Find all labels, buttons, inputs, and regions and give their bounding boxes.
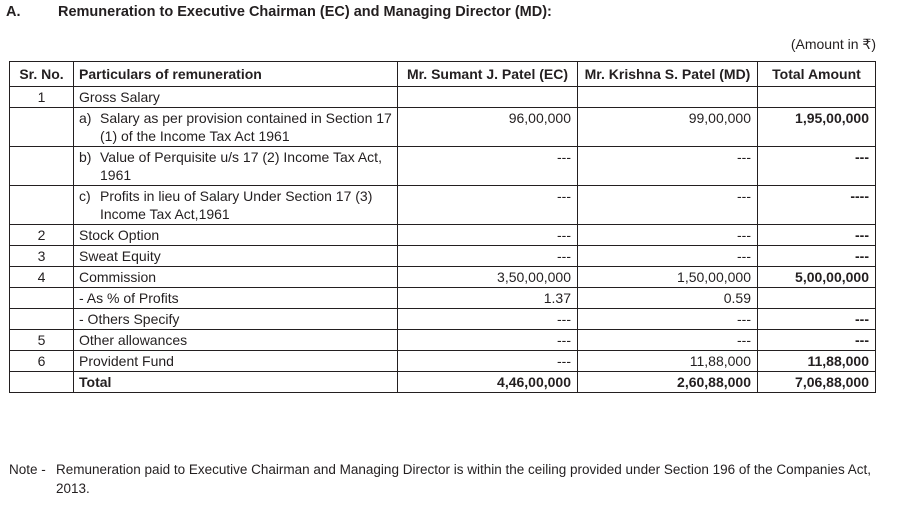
table-row <box>10 147 876 186</box>
item-text: Salary as per provision contained in Section 17 (1) of the Income Tax Act 1961 <box>100 110 392 144</box>
total-value-cell: 11,88,000 <box>758 351 876 372</box>
md-value-cell: 0.59 <box>578 288 758 309</box>
total-value-cell: --- <box>758 225 876 246</box>
particulars-cell <box>74 147 398 186</box>
total-label: Total <box>74 372 398 393</box>
total-value-cell: --- <box>758 309 876 330</box>
md-value-cell: --- <box>578 147 758 186</box>
particulars-cell: Stock Option <box>74 225 398 246</box>
total-value-cell: ---- <box>758 186 876 225</box>
sr-no-cell: 1 <box>10 87 74 108</box>
total-value-cell: --- <box>758 246 876 267</box>
table-row <box>10 246 876 267</box>
particulars-cell <box>74 186 398 225</box>
sr-no-cell <box>10 309 74 330</box>
ec-value-cell: --- <box>398 186 578 225</box>
sr-no-cell <box>10 147 74 186</box>
table-row <box>10 267 876 288</box>
ec-value-cell: --- <box>398 225 578 246</box>
ec-value-cell: 1.37 <box>398 288 578 309</box>
table-row <box>10 186 876 225</box>
md-value-cell <box>578 87 758 108</box>
md-value-cell: 99,00,000 <box>578 108 758 147</box>
table-row <box>10 351 876 372</box>
table-row <box>10 108 876 147</box>
header-ec: Mr. Sumant J. Patel (EC) <box>398 62 578 87</box>
sr-no-cell: 3 <box>10 246 74 267</box>
particulars-cell: Sweat Equity <box>74 246 398 267</box>
item-label: b) <box>79 149 92 165</box>
sr-no-cell <box>10 186 74 225</box>
ec-value-cell <box>398 87 578 108</box>
ec-value-cell: --- <box>398 246 578 267</box>
total-sr-cell <box>10 372 74 393</box>
particulars-cell: - Others Specify <box>74 309 398 330</box>
sr-no-cell <box>10 288 74 309</box>
ec-value-cell: --- <box>398 330 578 351</box>
md-value-cell: --- <box>578 186 758 225</box>
section-title: Remuneration to Executive Chairman (EC) and Managing Director (MD): <box>58 4 552 20</box>
total-md: 2,60,88,000 <box>578 372 758 393</box>
ec-value-cell: 96,00,000 <box>398 108 578 147</box>
particulars-cell: Commission <box>74 267 398 288</box>
header-sr-no: Sr. No. <box>10 62 74 87</box>
note-text: Remuneration paid to Executive Chairman and Managing Director is within the ceiling provided under Section 196 of the Companies Act, 2013. <box>56 462 871 496</box>
table-row <box>10 288 876 309</box>
sr-no-cell: 6 <box>10 351 74 372</box>
sr-no-cell: 4 <box>10 267 74 288</box>
header-particulars: Particulars of remuneration <box>74 62 398 87</box>
item-label: a) <box>79 110 92 126</box>
note-label: Note - <box>9 462 46 477</box>
ec-value-cell: --- <box>398 147 578 186</box>
md-value-cell: 1,50,00,000 <box>578 267 758 288</box>
md-value-cell: --- <box>578 246 758 267</box>
total-ec: 4,46,00,000 <box>398 372 578 393</box>
sr-no-cell <box>10 108 74 147</box>
total-value-cell <box>758 87 876 108</box>
particulars-cell: Provident Fund <box>74 351 398 372</box>
item-text: Value of Perquisite u/s 17 (2) Income Tax Act, 1961 <box>100 149 382 183</box>
footnote <box>9 460 889 498</box>
table-row <box>10 87 876 108</box>
ec-value-cell: --- <box>398 351 578 372</box>
particulars-cell: Gross Salary <box>74 87 398 108</box>
total-value-cell <box>758 288 876 309</box>
item-label: c) <box>79 188 91 204</box>
particulars-cell <box>74 108 398 147</box>
md-value-cell: --- <box>578 309 758 330</box>
total-row <box>10 372 876 393</box>
sr-no-cell: 2 <box>10 225 74 246</box>
remuneration-table <box>9 61 876 393</box>
md-value-cell: --- <box>578 225 758 246</box>
ec-value-cell: --- <box>398 309 578 330</box>
md-value-cell: --- <box>578 330 758 351</box>
table-row <box>10 309 876 330</box>
table-row <box>10 225 876 246</box>
amount-unit-note: (Amount in ₹) <box>790 36 876 52</box>
total-amount: 7,06,88,000 <box>758 372 876 393</box>
particulars-cell: - As % of Profits <box>74 288 398 309</box>
table-header-row <box>10 62 876 87</box>
total-value-cell: 1,95,00,000 <box>758 108 876 147</box>
total-value-cell: --- <box>758 147 876 186</box>
header-md: Mr. Krishna S. Patel (MD) <box>578 62 758 87</box>
md-value-cell: 11,88,000 <box>578 351 758 372</box>
total-value-cell: 5,00,00,000 <box>758 267 876 288</box>
header-total: Total Amount <box>758 62 876 87</box>
table-row <box>10 330 876 351</box>
section-heading <box>6 4 552 20</box>
sr-no-cell: 5 <box>10 330 74 351</box>
total-value-cell: --- <box>758 330 876 351</box>
item-text: Profits in lieu of Salary Under Section 17 (3) Income Tax Act,1961 <box>100 188 373 222</box>
section-letter: A. <box>6 4 21 20</box>
particulars-cell: Other allowances <box>74 330 398 351</box>
ec-value-cell: 3,50,00,000 <box>398 267 578 288</box>
